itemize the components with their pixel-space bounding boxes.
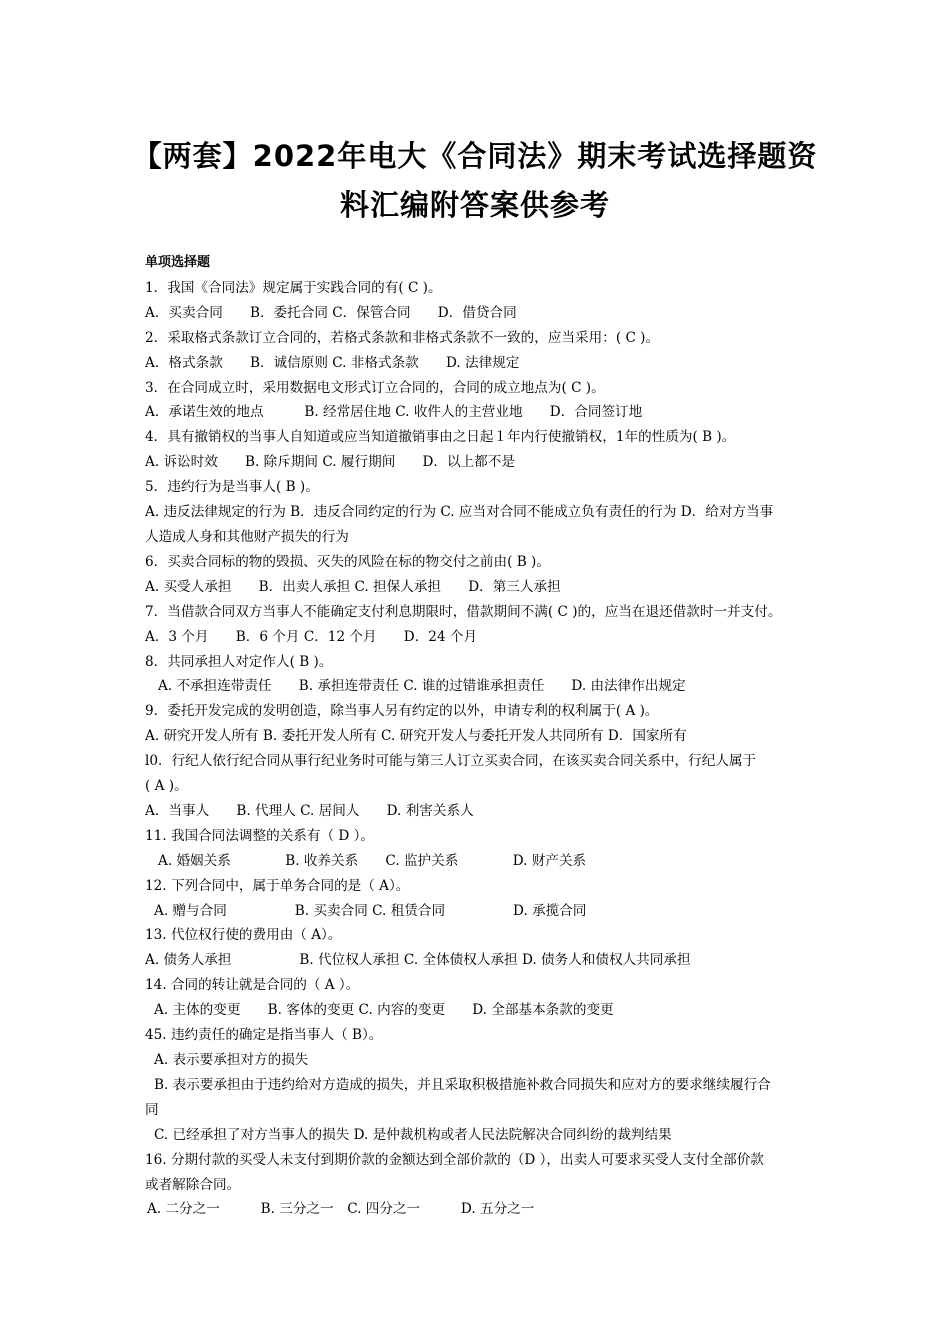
text-line: 5．违约行为是当事人( B )。 xyxy=(145,479,319,496)
text-line: 45. 违约责任的确定是指当事人（ B）。 xyxy=(145,1027,383,1044)
text-line: l0．行纪人依行纪合同从事行纪业务时可能与第三人订立买卖合同，在该买卖合同关系中，行纪人属于 xyxy=(145,753,757,770)
document-title-line-2: 料汇编附答案供参考 xyxy=(339,188,610,222)
text-line: A．承诺生效的地点 B. 经常居住地 C. 收件人的主营业地 D．合同签订地 xyxy=(145,404,643,421)
text-line: 或者解除合同。 xyxy=(145,1176,241,1193)
text-line: A. 买受人承担 B．出卖人承担 C. 担保人承担 D．第三人承担 xyxy=(145,578,561,595)
text-line: 16. 分期付款的买受人未支付到期价款的金额达到全部价款的（D ），出卖人可要求买受人支付全部价款 xyxy=(145,1151,764,1168)
text-line: 同 xyxy=(145,1101,159,1118)
text-line: 3．在合同成立时，采用数据电文形式订立合同的，合同的成立地点为( C )。 xyxy=(145,379,605,396)
text-line: 8．共同承担人对定作人( B )。 xyxy=(145,653,333,670)
text-line: 1．我国《合同法》规定属于实践合同的有( C )。 xyxy=(145,279,442,296)
text-line: 9．委托开发完成的发明创造，除当事人另有约定的以外，申请专利的权利属于( A )。 xyxy=(145,703,659,720)
document-body xyxy=(145,251,813,1222)
text-line: A. 诉讼时效 B. 除斥期间 C. 履行期间 D．以上都不是 xyxy=(145,454,515,471)
text-line: A. 研究开发人所有 B. 委托开发人所有 C. 研究开发人与委托开发人共同所有 D．国家所有 xyxy=(145,728,687,745)
text-line: B. 表示要承担由于违约给对方造成的损失，并且采取积极措施补救合同损失和应对方的要求继续履行合 xyxy=(154,1076,771,1093)
text-line: A. 主体的变更 B. 客体的变更 C. 内容的变更 D. 全部基本条款的变更 xyxy=(154,1002,614,1019)
text-line: A．格式条款 B．诚信原则 C. 非格式条款 D. 法律规定 xyxy=(145,354,520,371)
text-line: A. 赠与合同 B. 买卖合同 C. 租赁合同 D. 承揽合同 xyxy=(154,902,587,919)
text-line: A. 不承担连带责任 B. 承担连带责任 C. 谁的过错谁承担责任 D. 由法律作出规定 xyxy=(158,678,686,695)
text-line: 14. 合同的转让就是合同的（ A ）。 xyxy=(145,977,360,994)
text-line: 11. 我国合同法调整的关系有（ D ）。 xyxy=(145,827,374,844)
text-line: 6．买卖合同标的物的毁损、灭失的风险在标的物交付之前由( B )。 xyxy=(145,553,550,570)
text-line: 13. 代位权行使的费用由（ A）。 xyxy=(145,927,342,944)
document-title-line-1: 【两套】2022年电大《合同法》期末考试选择题资 xyxy=(132,139,818,173)
text-line: A. 违反法律规定的行为 B．违反合同约定的行为 C. 应当对合同不能成立负有责任的行为 D．给对方当事 xyxy=(145,504,774,521)
section-heading: 单项选择题 xyxy=(145,255,211,270)
text-line: 2．采取格式条款订立合同的，若格式条款和非格式条款不一致的，应当采用：( C )。 xyxy=(145,329,660,346)
text-line: C. 已经承担了对方当事人的损失 D. 是仲裁机构或者人民法院解决合同纠纷的裁判结果 xyxy=(154,1126,672,1143)
text-line: A. 债务人承担 B. 代位权人承担 C. 全体债权人承担 D. 债务人和债权人共同承担 xyxy=(145,952,691,969)
text-line: A．当事人 B. 代理人 C. 居间人 D. 利害关系人 xyxy=(145,802,474,819)
text-line: 4．具有撤销权的当事人自知道或应当知道撤销事由之日起１年内行使撤销权，1年的性质为( B )。 xyxy=(145,429,736,446)
text-line: 12. 下列合同中，属于单务合同的是（ A）。 xyxy=(145,877,410,894)
text-line: A．买卖合同 B．委托合同 C．保管合同 D．借贷合同 xyxy=(145,304,517,321)
text-line: ( A )。 xyxy=(145,778,188,795)
text-line: A. 婚姻关系 B. 收养关系 C. 监护关系 D. 财产关系 xyxy=(158,852,587,869)
text-line: 人造成人身和其他财产损失的行为 xyxy=(145,528,349,545)
text-line: 7．当借款合同双方当事人不能确定支付利息期限时，借款期间不满( C )的，应当在退还借款时一并支付。 xyxy=(145,603,782,620)
text-line: A. 表示要承担对方的损失 xyxy=(154,1052,309,1068)
text-line: A．3 个月 B．6 个月 C．12 个月 D．24 个月 xyxy=(145,628,478,645)
text-line: A. 二分之一 B. 三分之一 C. 四分之一 D. 五分之一 xyxy=(147,1201,535,1218)
